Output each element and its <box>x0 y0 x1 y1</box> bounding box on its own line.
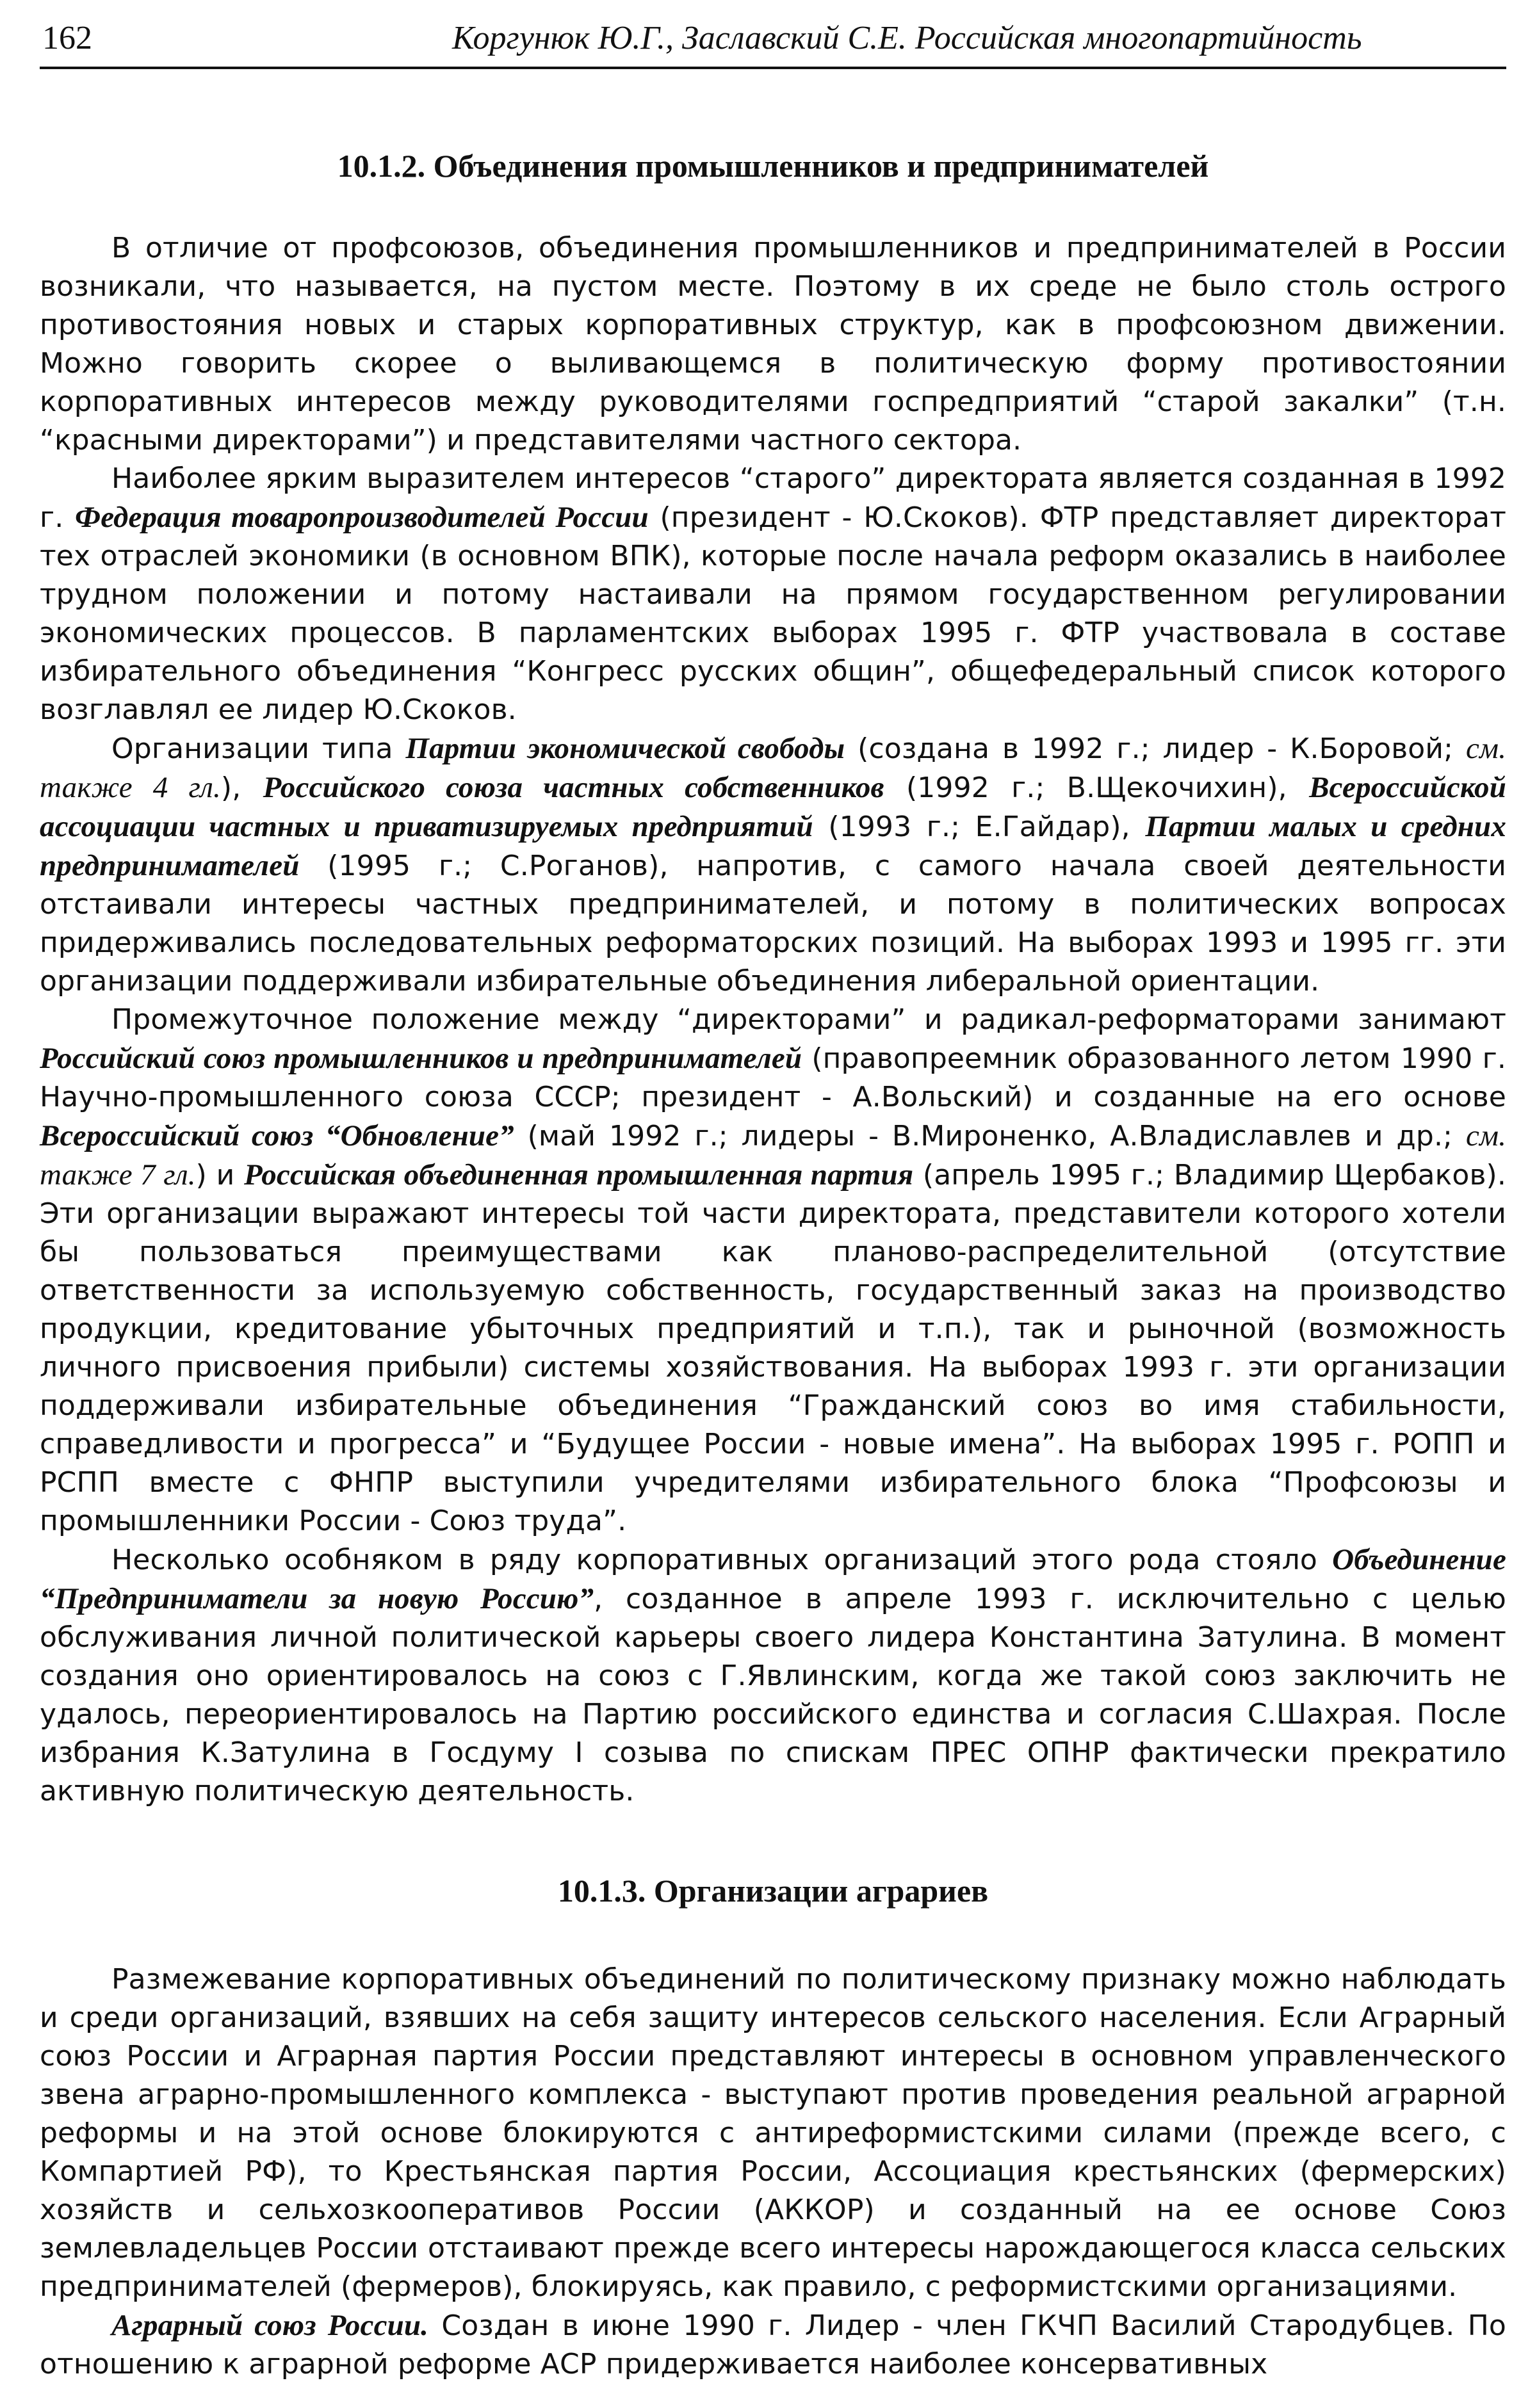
text-run: ), <box>220 772 263 804</box>
emphasized-term: Объединение “Предприниматели за новую Россию” <box>40 1543 1506 1615</box>
running-header <box>40 19 1506 69</box>
text-run: , созданное в апреле 1993 г. исключительно с целью обслуживания личной политической карьеры своего лидера Константина Затулина. В момент создания оно ориентировалось на союз с Г.Явлинским, когда же такой союз заключить не удалось, переориентировалось на Партию российского единства и согласия С.Шахрая. После избрания К.Затулина в Госдуму I созыва по спискам ПРЕС ОПНР фактически прекратило активную политическую деятельность. <box>40 1583 1506 1807</box>
text-run: ) и <box>195 1159 245 1192</box>
cross-reference: см. также 4 гл. <box>40 732 1506 804</box>
text-run: Создан в июне 1990 г. Лидер - член ГКЧП Василий Стародубцев. По отношению к аграрной реформе АСР придерживается наиболее консервативных <box>40 2309 1506 2380</box>
text-run: Несколько особняком в ряду корпоративных организаций этого рода стояло <box>111 1544 1333 1576</box>
running-title: Коргунюк Ю.Г., Заславский С.Е. Российская многопартийность <box>452 20 1362 56</box>
text-run: В отличие от профсоюзов, объединения промышленников и предпринимателей в России возникали, что называется, на пустом месте. Поэтому в их среде не было столь острого противостояния новых и старых корпоративных структур, как в профсоюзном движении. Можно говорить скорее о выливающемся в политическую форму противостоянии корпоративных интересов между руководителями госпредприятий “старой закалки” (т.н. “красными директорами”) и представителями частного сектора. <box>40 232 1506 457</box>
document-page <box>40 19 1506 2388</box>
emphasized-term: Партии малых и средних предпринимателей <box>40 810 1506 882</box>
paragraph <box>40 2306 1506 2384</box>
text-run: (1995 г.; С.Роганов), напротив, с самого начала своей деятельности отстаивали интересы частных предпринимателей, и потому в политических вопросах придерживались последовательных реформаторских позиций. На выборах 1993 и 1995 гг. эти организации поддерживали избирательные объединения либеральной ориентации. <box>40 850 1506 998</box>
section-heading-industrialists: 10.1.2. Объединения промышленников и предпринимателей <box>337 148 1209 184</box>
cross-reference: см. также 7 гл. <box>40 1119 1506 1192</box>
emphasized-term: Всероссийской ассоциации частных и приватизируемых предприятий <box>40 771 1506 843</box>
text-run: (правопреемник образованного летом 1990 г. Научно-промышленного союза СССР; президент - А.Вольский) и созданные на его основе <box>40 1042 1506 1113</box>
text-run: (1992 г.; В.Щекочихин), <box>884 772 1310 804</box>
section-body-agrarians <box>40 1960 1506 2384</box>
paragraph <box>40 1001 1506 1540</box>
emphasized-term: Партии экономической свободы <box>405 732 845 765</box>
text-run: (май 1992 г.; лидеры - В.Мироненко, А.Владиславлев и др.; <box>514 1120 1466 1152</box>
paragraph <box>40 729 1506 1001</box>
text-run: (1993 г.; Е.Гайдар), <box>813 811 1146 843</box>
paragraph <box>40 1960 1506 2306</box>
emphasized-term: Российский союз промышленников и предпринимателей <box>40 1042 802 1075</box>
emphasized-term: Аграрный союз России. <box>111 2309 429 2342</box>
paragraph <box>40 229 1506 460</box>
emphasized-term: Федерация товаропроизводителей России <box>75 501 649 534</box>
emphasized-term: Всероссийский союз “Обновление” <box>40 1119 514 1152</box>
emphasized-term: Российского союза частных собственников <box>263 771 884 804</box>
text-run: (президент - Ю.Скоков). ФТР представляет директорат тех отраслей экономики (в основном ВПК), которые после начала реформ оказались в наиболее трудном положении и потому настаивали на прямом государственном регулировании экономических процессов. В парламентских выборах 1995 г. ФТР участвовала в составе избирательного объединения “Конгресс русских общин”, общефедеральный список которого возглавлял ее лидер Ю.Скоков. <box>40 501 1506 726</box>
text-run: Размежевание корпоративных объединений по политическому признаку можно наблюдать и среди организаций, взявших на себя защиту интересов сельского населения. Если Аграрный союз России и Аграрная партия России представляют интересы в основном управленческого звена аграрно-промышленного комплекса - выступают против проведения реальной аграрной реформы и на этой основе блокируются с антиреформистскими силами (прежде всего, с Компартией РФ), то Крестьянская партия России, Ассоциация крестьянских (фермерских) хозяйств и сельхозкооперативов России (АККОР) и созданный на ее основе Союз землевладельцев России отстаивают прежде всего интересы нарождающегося класса сельских предпринимателей (фермеров), блокируясь, как правило, с реформистскими организациями. <box>40 1963 1506 2303</box>
section-heading-agrarians: 10.1.3. Организации аграриев <box>557 1873 989 1909</box>
emphasized-term: Российская объединенная промышленная партия <box>244 1158 914 1192</box>
paragraph <box>40 460 1506 729</box>
page-number: 162 <box>42 20 92 56</box>
text-run: (создана в 1992 г.; лидер - К.Боровой; <box>845 732 1466 765</box>
text-run: Наиболее ярким выразителем интересов “старого” директората является созданная в 1992 г. <box>40 462 1506 534</box>
text-run: Организации типа <box>111 732 406 765</box>
text-run: (апрель 1995 г.; Владимир Щербаков). Эти организации выражают интересы той части директората, представители которого хотели бы пользоваться преимуществами как планово-распределительной (отсутствие ответственности за используемую собственность, государственный заказ на производство продукции, кредитование убыточных предприятий и т.п.), так и рыночной (возможность личного присвоения прибыли) системы хозяйствования. На выборах 1993 г. эти организации поддерживали избирательные объединения “Гражданский союз во имя стабильности, справедливости и прогресса” и “Будущее России - новые имена”. На выборах 1995 г. РОПП и РСПП вместе с ФНПР выступили учредителями избирательного блока “Профсоюзы и промышленники России - Союз труда”. <box>40 1159 1507 1537</box>
text-run: Промежуточное положение между “директорами” и радикал-реформаторами занимают <box>111 1003 1506 1036</box>
section-body-industrialists <box>40 229 1506 1811</box>
paragraph <box>40 1540 1506 1811</box>
